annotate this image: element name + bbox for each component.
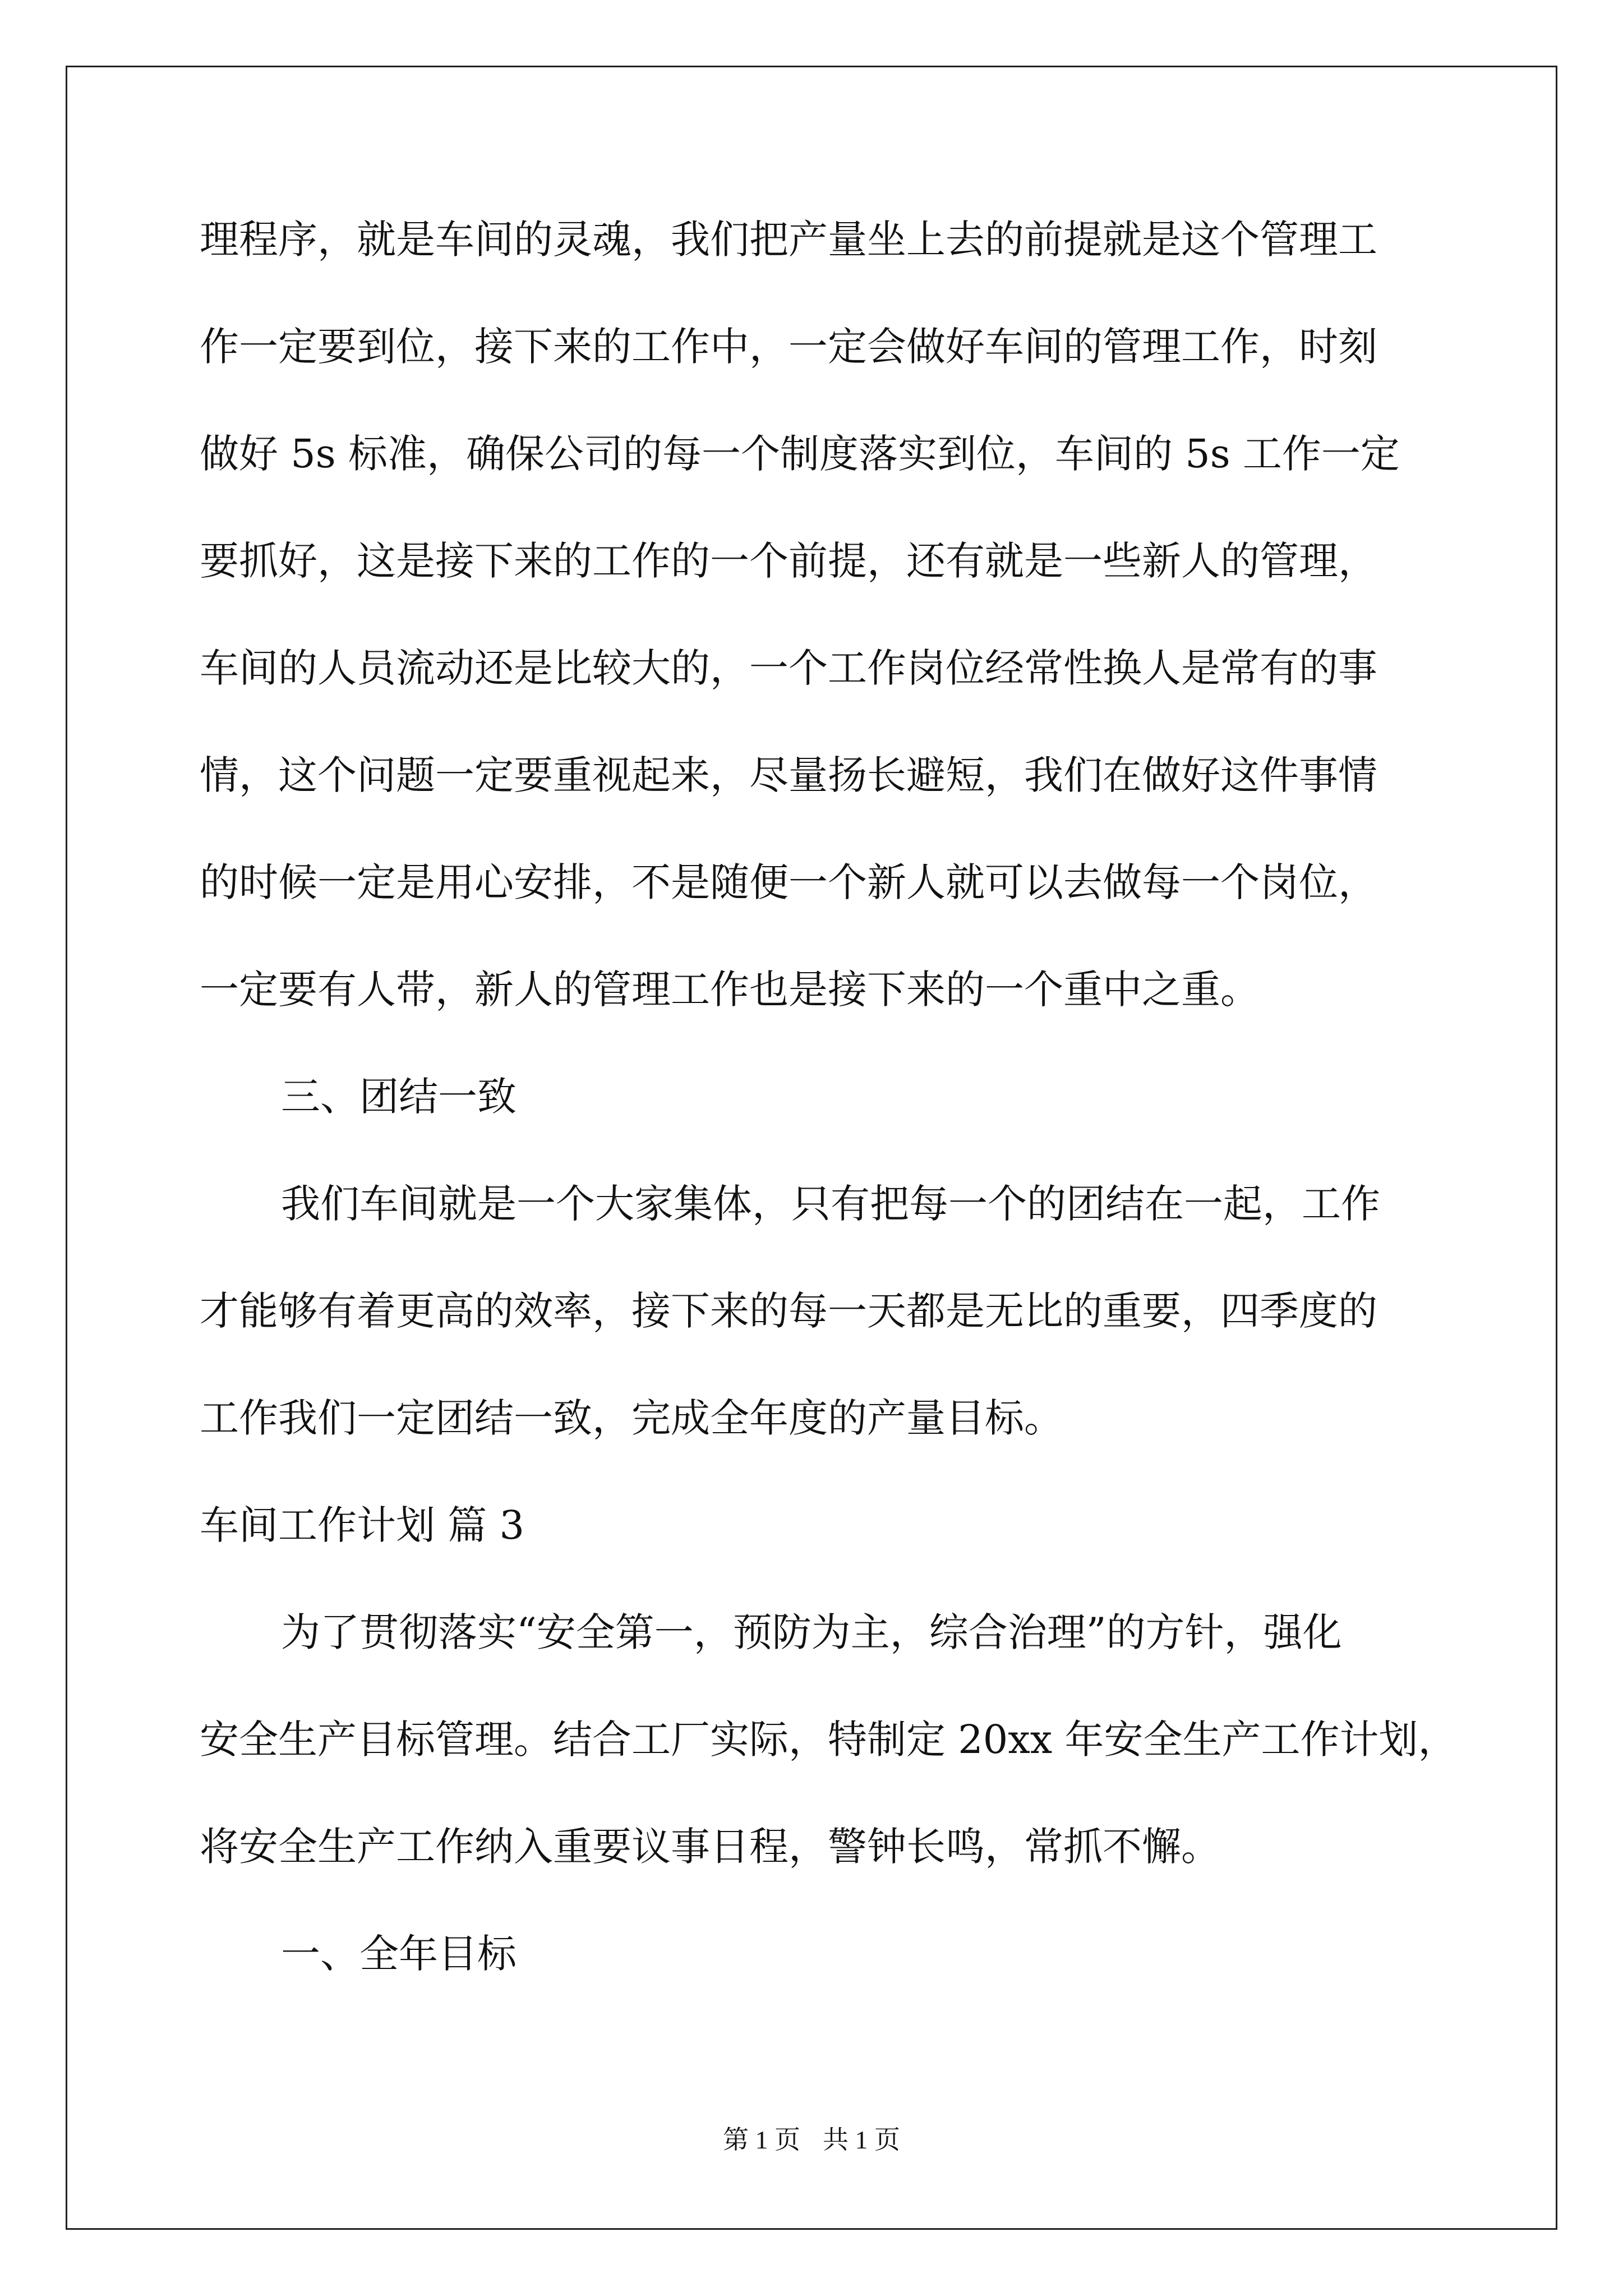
article-title: 车间工作计划 篇 3 bbox=[200, 1502, 525, 1548]
page-footer bbox=[0, 2123, 1623, 2157]
section-heading: 三、团结一致 bbox=[281, 1074, 517, 1120]
paragraph-line: 我们车间就是一个大家集体，只有把每一个的团结在一起，工作 bbox=[281, 1181, 1380, 1227]
section-heading: 一、全年目标 bbox=[281, 1931, 517, 1977]
paragraph-line: 车间的人员流动还是比较大的，一个工作岗位经常性换人是常有的事 bbox=[200, 645, 1377, 691]
paragraph-line: 安全生产目标管理。结合工厂实际，特制定 20xx 年安全生产工作计划， bbox=[200, 1717, 1458, 1763]
paragraph-line: 情，这个问题一定要重视起来，尽量扬长避短，我们在做好这件事情 bbox=[200, 752, 1377, 798]
page-number-current: 第 1 页 bbox=[723, 2125, 800, 2154]
paragraph-line: 一定要有人带，新人的管理工作也是接下来的一个重中之重。 bbox=[200, 967, 1260, 1013]
paragraph-line: 才能够有着更高的效率，接下来的每一天都是无比的重要，四季度的 bbox=[200, 1288, 1377, 1334]
paragraph-line: 为了贯彻落实“安全第一，预防为主，综合治理”的方针，强化 bbox=[281, 1609, 1342, 1655]
paragraph-line: 理程序，就是车间的灵魂，我们把产量坐上去的前提就是这个管理工 bbox=[200, 217, 1377, 263]
paragraph-line: 做好 5s 标准，确保公司的每一个制度落实到位，车间的 5s 工作一定 bbox=[200, 431, 1400, 477]
paragraph-line: 工作我们一定团结一致，完成全年度的产量目标。 bbox=[200, 1395, 1063, 1441]
paragraph-line: 作一定要到位，接下来的工作中，一定会做好车间的管理工作，时刻 bbox=[200, 324, 1377, 370]
page-number-total: 共 1 页 bbox=[823, 2125, 900, 2154]
paragraph-line: 要抓好，这是接下来的工作的一个前提，还有就是一些新人的管理， bbox=[200, 538, 1377, 584]
document-body bbox=[200, 213, 1458, 2035]
paragraph-line: 的时候一定是用心安排，不是随便一个新人就可以去做每一个岗位， bbox=[200, 859, 1377, 905]
paragraph-line: 将安全生产工作纳入重要议事日程，警钟长鸣，常抓不懈。 bbox=[200, 1824, 1220, 1870]
